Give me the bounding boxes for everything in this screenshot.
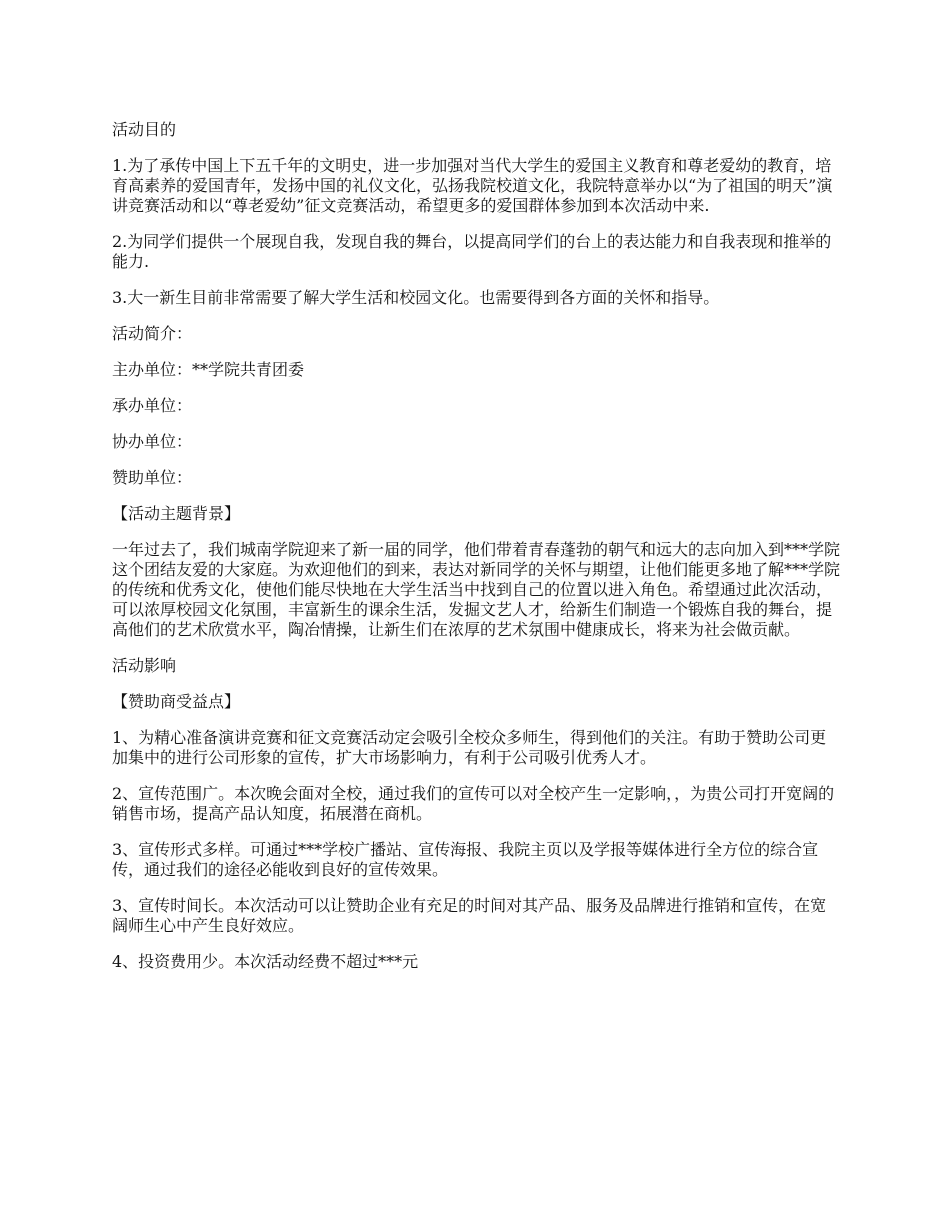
purpose-item-1: 1.为了承传中国上下五千年的文明史，进一步加强对当代大学生的爱国主义教育和尊老爱幼的教育，培育高素养的爱国青年，发扬中国的礼仪文化，弘扬我院校道文化，我院特意举办以“为了祖国的明天”演讲竞赛活动和以“尊老爱幼”征文竞赛活动，希望更多的爱国群体参加到本次活动中来. [112, 156, 833, 215]
benefit-item-4: 4、投资费用少。本次活动经费不超过***元 [112, 952, 419, 971]
sponsor-line: 赞助单位： [112, 468, 193, 487]
organizer-line: 主办单位：**学院共青团委 [112, 360, 305, 379]
heading-activity-intro: 活动简介： [112, 324, 193, 343]
undertaker-line: 承办单位： [112, 396, 193, 415]
heading-sponsor-benefits: 【赞助商受益点】 [112, 692, 241, 711]
heading-activity-purpose: 活动目的 [112, 120, 177, 139]
co-organizer-line: 协办单位： [112, 432, 193, 451]
document-page [112, 120, 840, 988]
purpose-item-3: 3.大一新生目前非常需要了解大学生活和校园文化。也需要得到各方面的关怀和指导。 [112, 288, 720, 307]
benefit-item-3b: 3、宣传时间长。本次活动可以让赞助企业有充足的时间对其产品、服务及品牌进行推销和宣传，在宽阔师生心中产生良好效应。 [112, 896, 827, 935]
heading-theme-background: 【活动主题背景】 [112, 504, 241, 523]
benefit-item-1: 1、为精心准备演讲竞赛和征文竞赛活动定会吸引全校众多师生，得到他们的关注。有助于赞助公司更加集中的进行公司形象的宣传，扩大市场影响力，有利于公司吸引优秀人才。 [112, 728, 827, 767]
benefit-item-3a: 3、宣传形式多样。可通过***学校广播站、宣传海报、我院主页以及学报等媒体进行全方位的综合宣传，通过我们的途径必能收到良好的宣传效果。 [112, 840, 819, 879]
theme-background-paragraph: 一年过去了，我们城南学院迎来了新一届的同学，他们带着青春蓬勃的朝气和远大的志向加入到***学院这个团结友爱的大家庭。为欢迎他们的到来，表达对新同学的关怀与期望，让他们能更多地了解***学院的传统和优秀文化，使他们能尽快地在大学生活当中找到自己的位置以进入角色。希望通过此次活动，可以浓厚校园文化氛围，丰富新生的课余生活，发掘文艺人才，给新生们制造一个锻炼自我的舞台，提高他们的艺术欣赏水平，陶冶情操，让新生们在浓厚的艺术氛围中健康成长，将来为社会做贡献。 [112, 540, 841, 639]
benefit-item-2: 2、宣传范围广。本次晚会面对全校，通过我们的宣传可以对全校产生一定影响，，为贵公司打开宽阔的销售市场，提高产品认知度，拓展潜在商机。 [112, 784, 835, 823]
heading-activity-impact: 活动影响 [112, 656, 177, 675]
purpose-item-2: 2.为同学们提供一个展现自我，发现自我的舞台，以提高同学们的台上的表达能力和自我表现和推举的能力. [112, 232, 832, 271]
